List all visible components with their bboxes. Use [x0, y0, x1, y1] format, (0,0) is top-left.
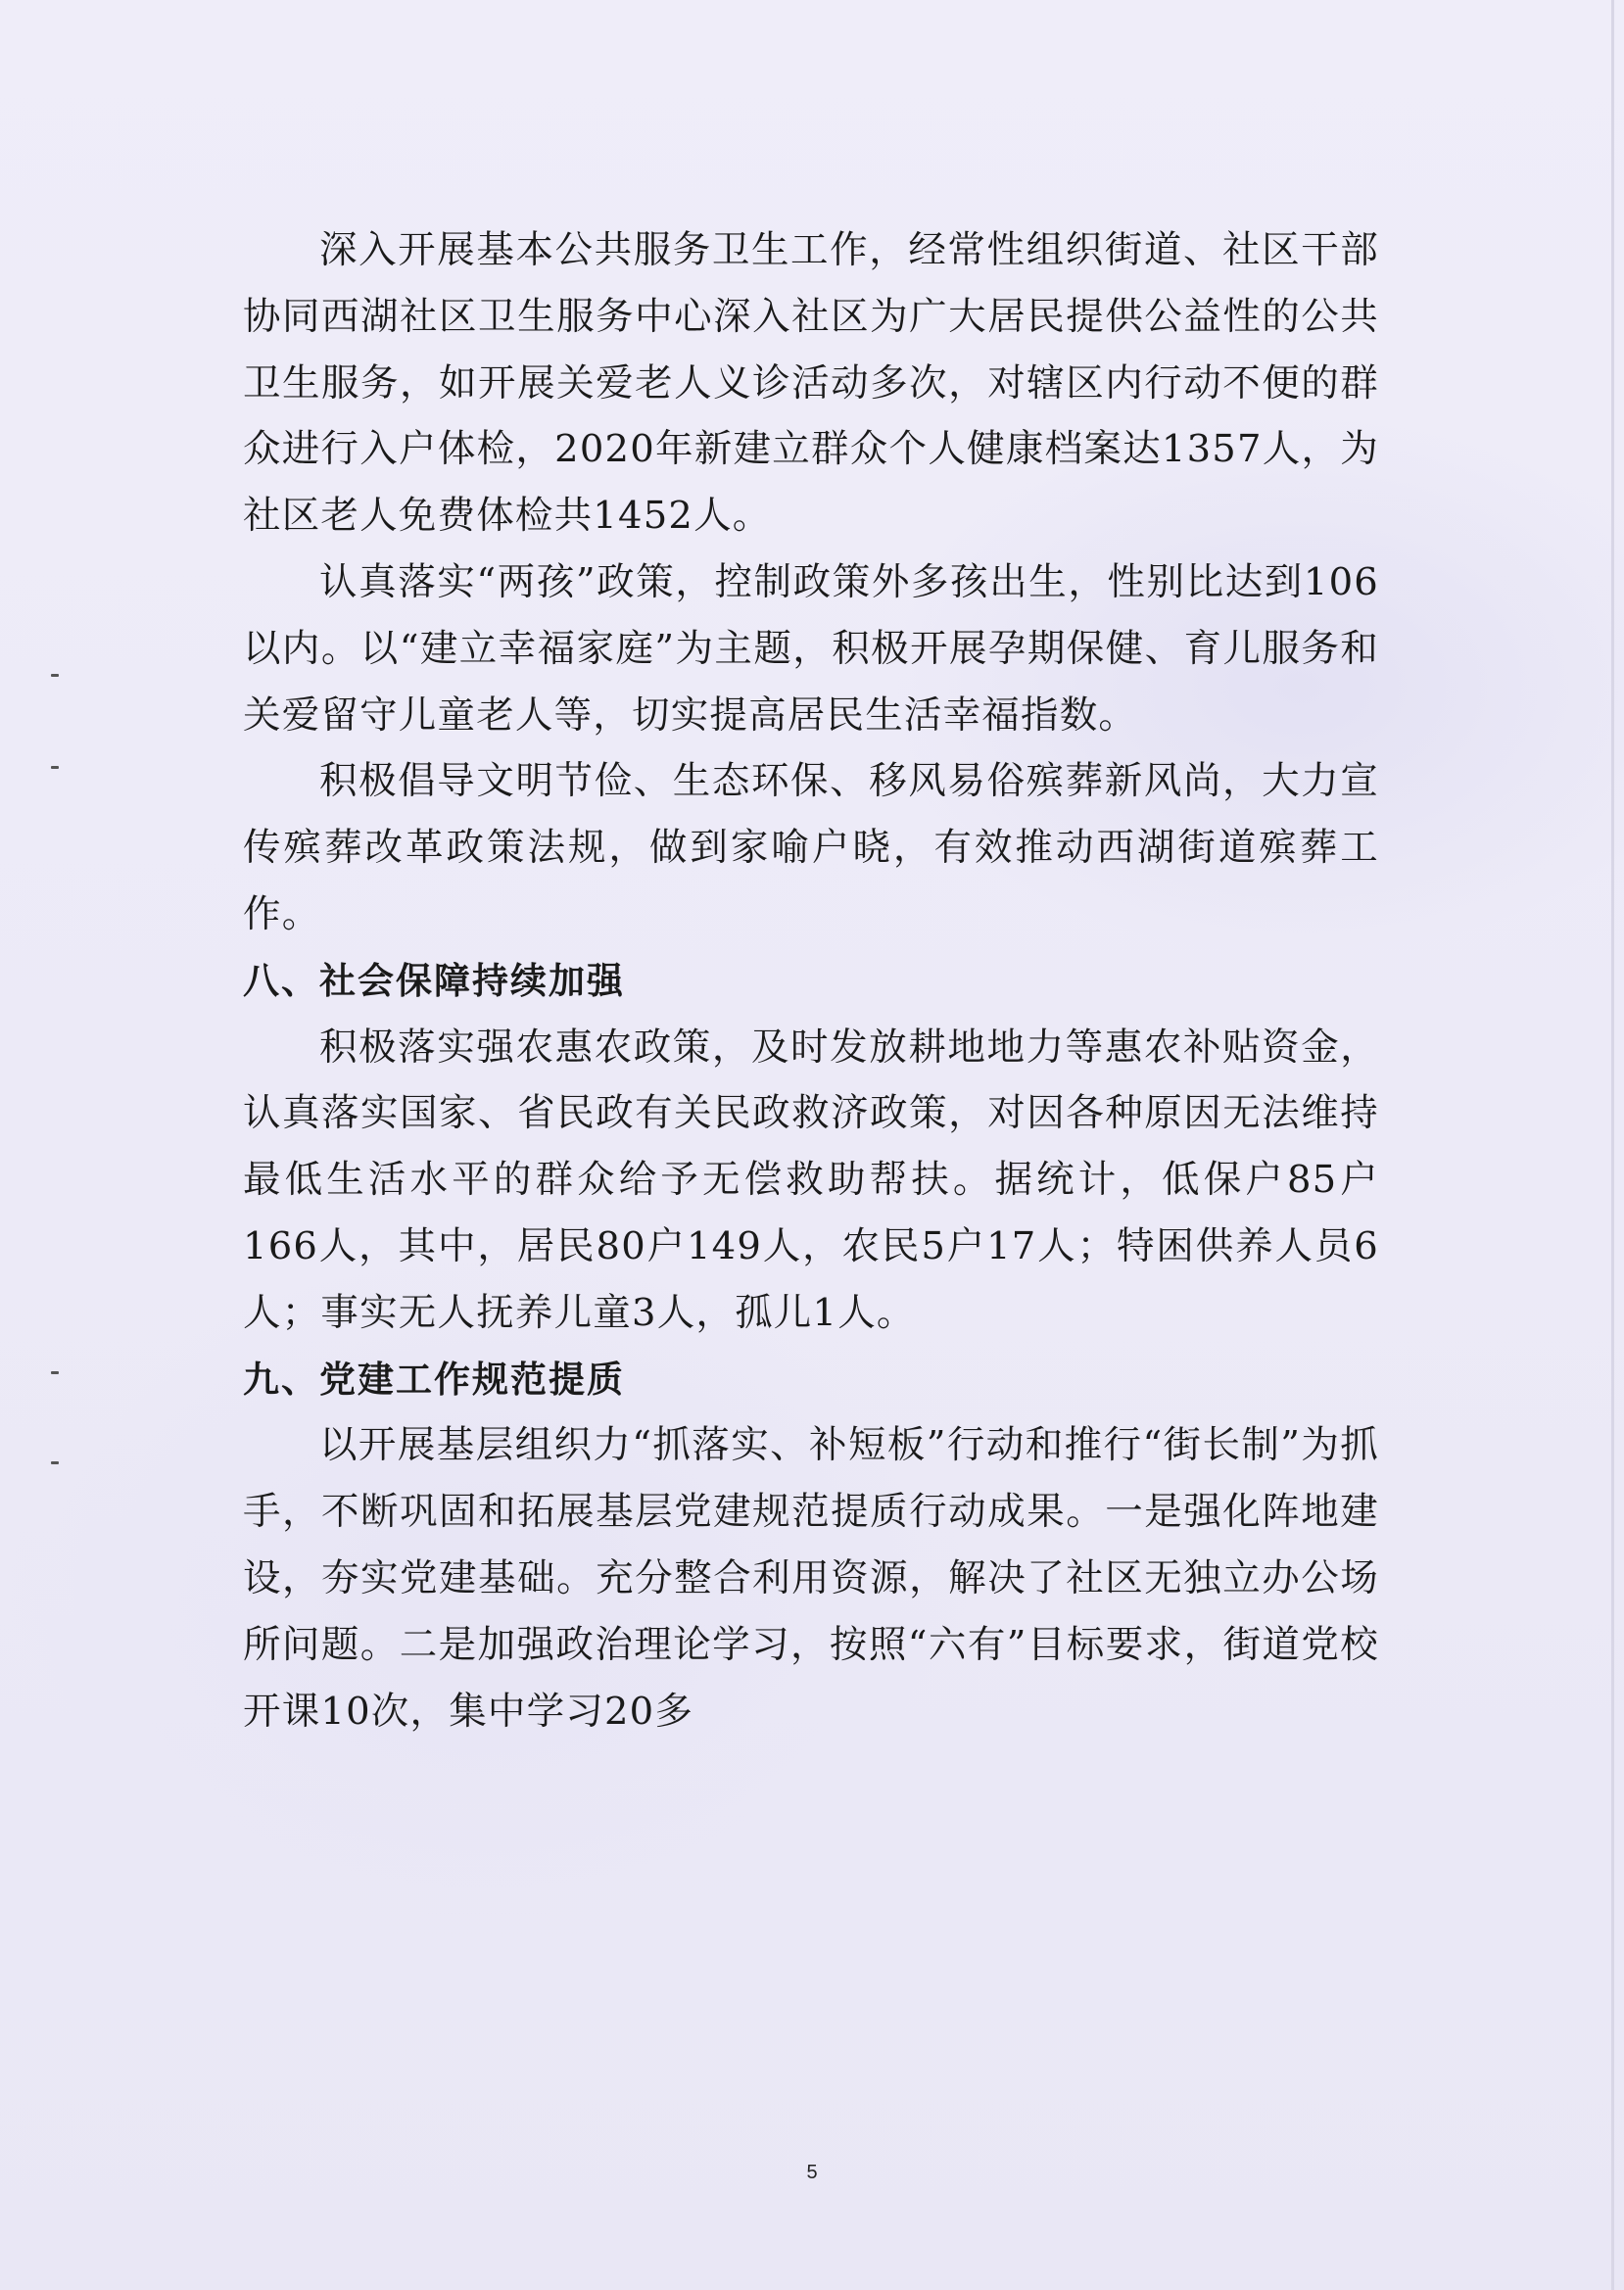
paragraph-funeral-reform: 积极倡导文明节俭、生态环保、移风易俗殡葬新风尚，大力宣传殡葬改革政策法规，做到家喻户晓，有效推动西湖街道殡葬工作。: [243, 759, 1379, 936]
scan-speck: [51, 1461, 59, 1464]
paragraph-social-security: 积极落实强农惠农政策，及时发放耕地地力等惠农补贴资金，认真落实国家、省民政有关民政救济政策，对因各种原因无法维持最低生活水平的群众给予无偿救助帮扶。据统计，低保户85户166人，其中，居民80户149人，农民5户17人；特困供养人员6人；事实无人抚养儿童3人，孤儿1人。: [243, 1025, 1379, 1335]
scan-speck: [51, 766, 59, 769]
document-body: [243, 217, 1379, 1744]
paragraph-family-planning: 认真落实“两孩”政策，控制政策外多孩出生，性别比达到106以内。以“建立幸福家庭”为主题，积极开展孕期保健、育儿服务和关爱留守儿童老人等，切实提高居民生活幸福指数。: [243, 559, 1379, 738]
paragraph-party-building: 以开展基层组织力“抓落实、补短板”行动和推行“街长制”为抓手，不断巩固和拓展基层党建规范提质行动成果。一是强化阵地建设，夯实党建基础。充分整合利用资源，解决了社区无独立办公场所问题。二是加强政治理论学习，按照“六有”目标要求，街道党校开课10次，集中学习20多: [243, 1423, 1379, 1734]
scan-speck: [51, 1371, 59, 1374]
section-heading-social-security: 八、社会保障持续加强: [243, 959, 625, 1002]
page-number: 5: [806, 2162, 818, 2183]
paragraph-public-health: 深入开展基本公共服务卫生工作，经常性组织街道、社区干部协同西湖社区卫生服务中心深入社区为广大居民提供公益性的公共卫生服务，如开展关爱老人义诊活动多次，对辖区内行动不便的群众进行入户体检，2020年新建立群众个人健康档案达1357人，为社区老人免费体检共1452人。: [243, 228, 1379, 539]
scan-speck: [51, 674, 59, 677]
section-heading-party-building: 九、党建工作规范提质: [243, 1358, 625, 1401]
